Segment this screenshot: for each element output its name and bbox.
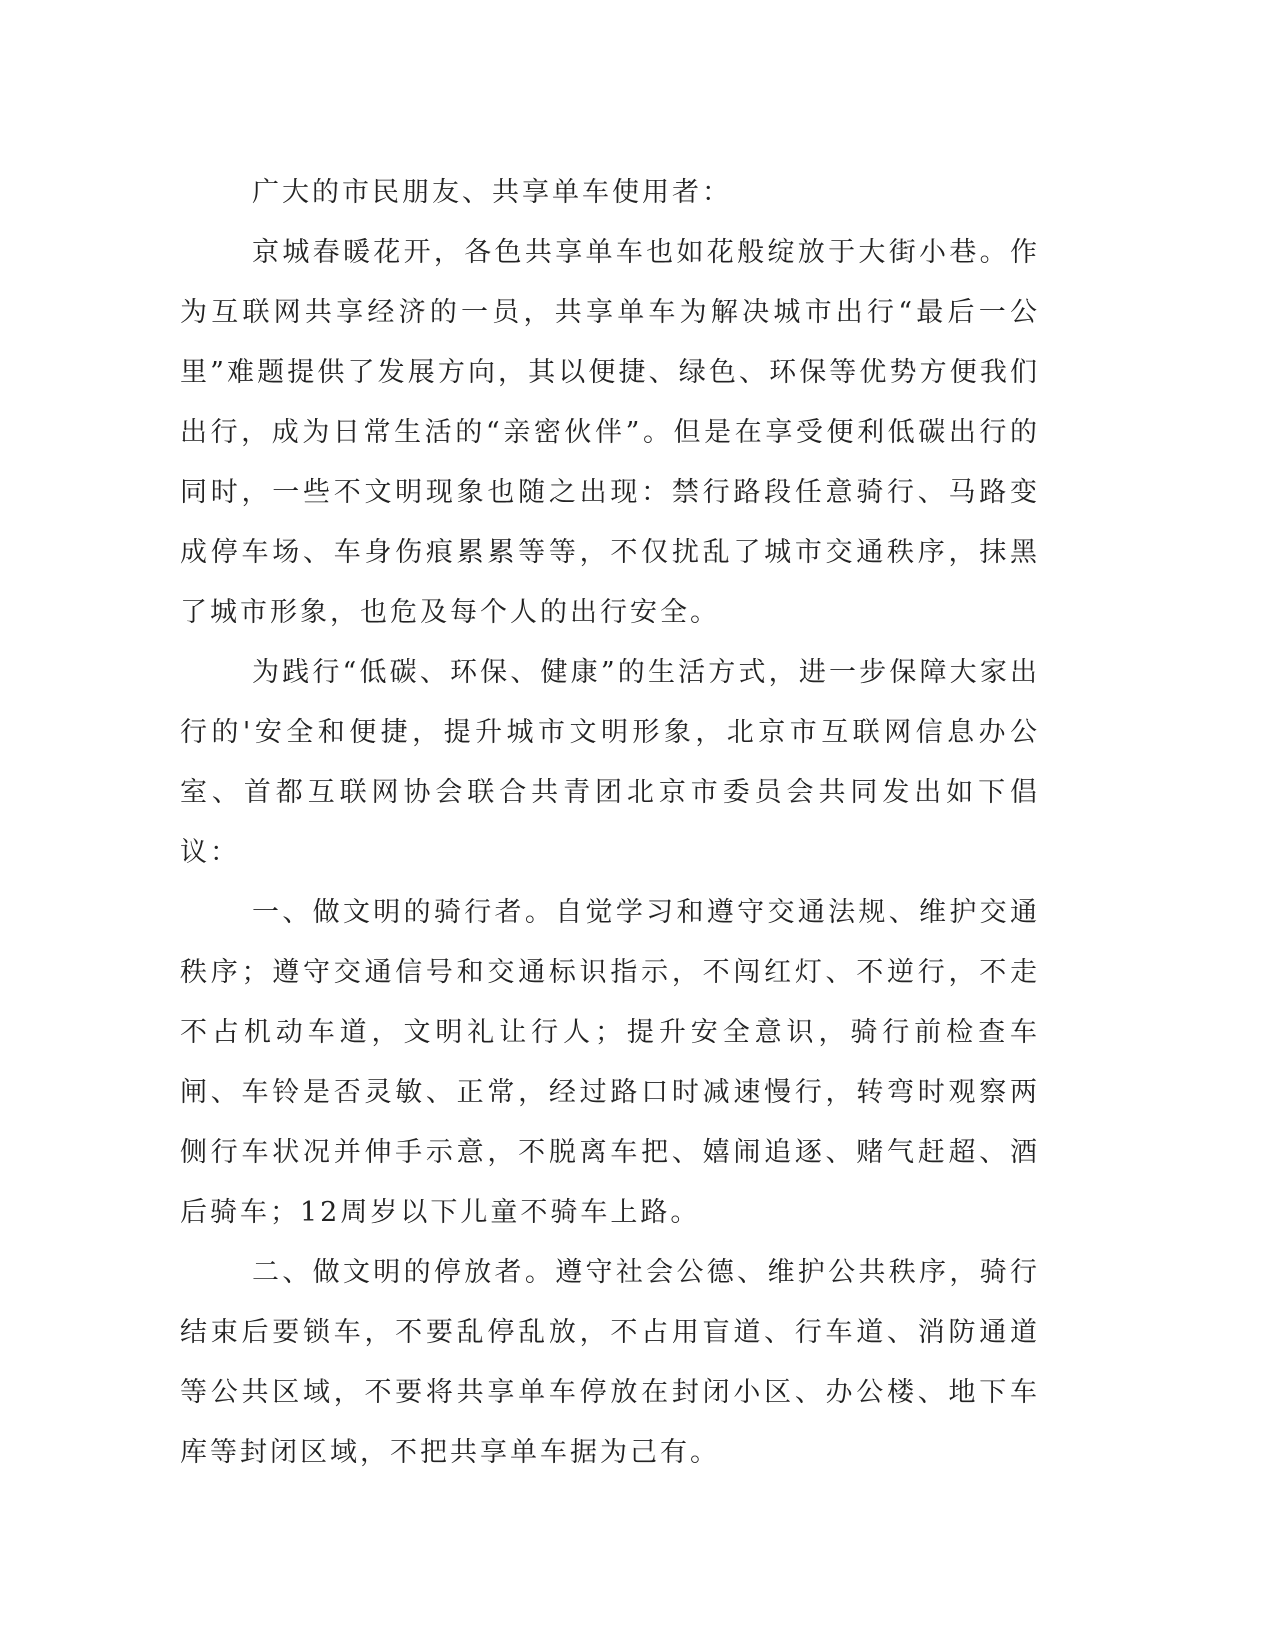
- paragraph-parking: 二、做文明的停放者。遵守社会公德、维护公共秩序，骑行结束后要锁车，不要乱停乱放，不占用盲道、行车道、消防通道等公共区域，不要将共享单车停放在封闭小区、办公楼、地下车库等封闭区域，不把共享单车据为己有。: [180, 1257, 1040, 1468]
- paragraph-initiative: 为践行“低碳、环保、健康”的生活方式，进一步保障大家出行的'安全和便捷，提升城市文明形象，北京市互联网信息办公室、首都互联网协会联合共青团北京市委员会共同发出如下倡议：: [180, 657, 1040, 868]
- document-body: [180, 163, 1040, 1483]
- paragraph-intro: 京城春暖花开，各色共享单车也如花般绽放于大街小巷。作为互联网共享经济的一员，共享单车为解决城市出行“最后一公里”难题提供了发展方向，其以便捷、绿色、环保等优势方便我们出行，成为日常生活的“亲密伙伴”。但是在享受便利低碳出行的同时，一些不文明现象也随之出现：禁行路段任意骑行、马路变成停车场、车身伤痕累累等等，不仅扰乱了城市交通秩序，抹黑了城市形象，也危及每个人的出行安全。: [180, 237, 1040, 628]
- greeting-line: 广大的市民朋友、共享单车使用者：: [252, 177, 732, 208]
- paragraph-rider: 一、做文明的骑行者。自觉学习和遵守交通法规、维护交通秩序；遵守交通信号和交通标识指示，不闯红灯、不逆行，不走不占机动车道，文明礼让行人；提升安全意识，骑行前检查车闸、车铃是否灵敏、正常，经过路口时减速慢行，转弯时观察两侧行车状况并伸手示意，不脱离车把、嬉闹追逐、赌气赶超、酒后骑车；12周岁以下儿童不骑车上路。: [180, 897, 1040, 1228]
